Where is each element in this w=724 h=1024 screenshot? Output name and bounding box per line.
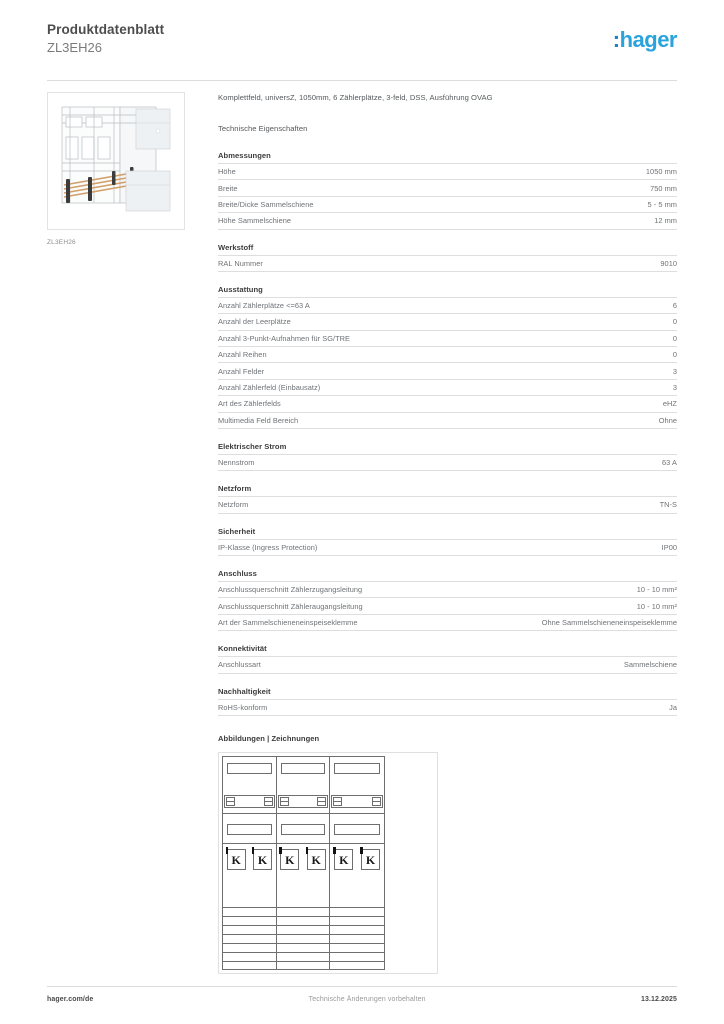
spec-group: [218, 569, 677, 631]
meter-row: [223, 849, 276, 871]
spec-label: Anzahl der Leerplätze: [218, 317, 291, 327]
cabinet-bottom-row-line: [277, 961, 330, 962]
cabinet-bottom-row-line: [277, 934, 330, 935]
spec-group: [218, 442, 677, 471]
meter-box: K: [253, 849, 272, 870]
cabinet-bottom-row-line: [330, 961, 384, 962]
spec-value: Sammelschiene: [623, 660, 677, 670]
cabinet-bottom-row-line: [330, 943, 384, 944]
spec-label: Breite/Dicke Sammelschiene: [218, 199, 314, 209]
terminal-nub: [264, 797, 273, 806]
cabinet-bottom-row-line: [277, 952, 330, 953]
product-image-column: [47, 92, 187, 246]
spec-row: [218, 362, 677, 378]
meter-box: K: [227, 849, 246, 870]
spec-row: [218, 412, 677, 429]
drawings-heading: Abbildungen | Zeichnungen: [218, 733, 320, 743]
cabinet-mid-slot: [334, 824, 380, 835]
spec-row: [218, 614, 677, 631]
cabinet-bottom-row-line: [330, 907, 384, 908]
meter-row: [277, 849, 330, 871]
spec-value: Ohne Sammelschieneneinspeiseklemme: [541, 617, 677, 627]
spec-value: 9010: [660, 258, 677, 268]
cabinet-bottom-row-line: [223, 916, 276, 917]
specifications-column: [218, 92, 677, 974]
cabinet-terminal-band: [331, 795, 383, 808]
spec-label: Anzahl 3-Punkt-Aufnahmen für SG/TRE: [218, 333, 351, 343]
cabinet-bottom-row-line: [330, 952, 384, 953]
cabinet-divider-line: [277, 843, 330, 844]
spec-label: Anzahl Zählerfeld (Einbausatz): [218, 382, 321, 392]
spec-value: 5 - 5 mm: [647, 199, 677, 209]
terminal-nub: [317, 797, 326, 806]
spec-row: [218, 539, 677, 556]
cabinet-top-slot: [281, 763, 326, 774]
spec-value: 3: [672, 366, 677, 376]
product-photo: [47, 92, 185, 230]
spec-group: [218, 151, 677, 230]
cabinet-top-slot: [334, 763, 380, 774]
logo-colon-icon: :: [612, 27, 620, 52]
cabinet-top-slot: [227, 763, 272, 774]
header-divider: [47, 80, 677, 81]
cabinet-terminal-band: [224, 795, 275, 808]
meter-box: K: [361, 849, 380, 870]
spec-group: [218, 644, 677, 673]
spec-group: [218, 484, 677, 513]
cabinet-divider-line: [330, 813, 384, 814]
cabinet-bottom-row-line: [277, 907, 330, 908]
spec-group-title: Sicherheit: [218, 526, 256, 536]
meter-row: [330, 849, 384, 871]
cabinet-terminal-band: [278, 795, 329, 808]
terminal-nub: [372, 797, 381, 806]
cabinet-bottom-row-line: [277, 925, 330, 926]
spec-value: 63 A: [662, 458, 677, 468]
spec-row: [218, 496, 677, 513]
cabinet-bottom-row-line: [277, 943, 330, 944]
spec-row: [218, 581, 677, 597]
spec-group-title: Nachhaltigkeit: [218, 686, 271, 696]
cabinet-divider-line: [330, 843, 384, 844]
hager-logo: [613, 28, 677, 52]
terminal-nub: [280, 797, 289, 806]
spec-row: [218, 454, 677, 471]
spec-group-title: Abmessungen: [218, 151, 271, 160]
spec-row: [218, 346, 677, 362]
spec-label: Anzahl Reihen: [218, 350, 267, 360]
spec-row: [218, 330, 677, 346]
page-title: Produktdatenblatt: [47, 22, 165, 37]
footer-website-link[interactable]: hager.com/de: [47, 996, 94, 1003]
spec-value: eHZ: [662, 399, 677, 409]
footer-date: 13.12.2025: [640, 996, 677, 1003]
spec-value: 0: [672, 350, 677, 360]
spec-groups: [218, 151, 677, 716]
spec-row: [218, 656, 677, 673]
meter-box: K: [334, 849, 353, 870]
cabinet-mid-slot: [227, 824, 272, 835]
spec-group-title: Elektrischer Strom: [218, 441, 287, 451]
spec-group: [218, 687, 677, 716]
spec-group: [218, 243, 677, 272]
spec-label: RoHS-konform: [218, 702, 268, 712]
technical-properties-heading: Technische Eigenschaften: [218, 124, 308, 133]
product-reference: ZL3EH26: [47, 40, 102, 55]
cabinet-bottom-row-line: [330, 925, 384, 926]
spec-value: 0: [672, 317, 677, 327]
spec-value: 10 - 10 mm²: [636, 585, 677, 595]
spec-value: 6: [672, 301, 677, 311]
page-footer: [47, 996, 677, 1003]
spec-group-title: Netzform: [218, 484, 252, 494]
spec-row: [218, 699, 677, 716]
page-header: [47, 22, 677, 74]
cabinet-column: [223, 757, 277, 969]
footer-disclaimer: Technische Änderungen vorbehalten: [308, 996, 426, 1003]
spec-group-title: Konnektivität: [218, 644, 267, 654]
spec-row: [218, 379, 677, 395]
cabinet-divider-line: [223, 813, 276, 814]
cabinet-bottom-row-line: [223, 925, 276, 926]
terminal-nub: [226, 797, 235, 806]
cabinet-bottom-row-line: [223, 934, 276, 935]
spec-row: [218, 212, 677, 229]
spec-row: [218, 196, 677, 212]
spec-group-title: Werkstoff: [218, 242, 254, 252]
spec-value: 12 mm: [654, 216, 677, 226]
meter-box: K: [280, 849, 299, 870]
spec-row: [218, 297, 677, 313]
cabinet-bottom-row-line: [330, 916, 384, 917]
spec-value: 1050 mm: [645, 167, 677, 177]
spec-value: Ja: [669, 702, 677, 712]
spec-label: Anschlussquerschnitt Zählerzugangsleitung: [218, 585, 363, 595]
spec-value: Ohne: [658, 415, 677, 425]
spec-row: [218, 163, 677, 179]
spec-label: Netzform: [218, 500, 249, 510]
cabinet-bottom-row-line: [223, 952, 276, 953]
cabinet-bottom-row-line: [223, 907, 276, 908]
terminal-nub: [333, 797, 342, 806]
spec-row: [218, 179, 677, 195]
cabinet-column: [277, 757, 331, 969]
cabinet-mid-slot: [281, 824, 326, 835]
cabinet-outline: [222, 756, 385, 970]
technical-drawing: [218, 752, 438, 974]
spec-row: [218, 395, 677, 411]
spec-label: Anzahl Zählerplätze <=63 A: [218, 301, 310, 311]
footer-divider: [47, 986, 677, 987]
cabinet-bottom-row-line: [277, 916, 330, 917]
spec-label: RAL Nummer: [218, 258, 263, 268]
spec-value: 10 - 10 mm²: [636, 601, 677, 611]
spec-value: IP00: [661, 542, 677, 552]
product-image-caption: ZL3EH26: [47, 239, 76, 246]
spec-label: Anschlussart: [218, 660, 261, 670]
logo-wordmark: hager: [619, 27, 677, 52]
spec-group-title: Anschluss: [218, 569, 257, 578]
meter-box: K: [307, 849, 326, 870]
spec-label: Nennstrom: [218, 458, 255, 468]
spec-group: [218, 285, 677, 429]
spec-label: Art der Sammelschieneneinspeiseklemme: [218, 617, 358, 627]
cabinet-bottom-row-line: [223, 943, 276, 944]
cabinet-divider-line: [277, 813, 330, 814]
spec-row: [218, 255, 677, 272]
spec-value: TN-S: [659, 500, 677, 510]
spec-value: 750 mm: [650, 183, 677, 193]
spec-value: 0: [672, 333, 677, 343]
spec-label: Multimedia Feld Bereich: [218, 415, 299, 425]
spec-label: Anzahl Felder: [218, 366, 265, 376]
product-photo-illustration: [48, 93, 184, 229]
cabinet-bottom-row-line: [223, 961, 276, 962]
spec-label: Höhe: [218, 167, 236, 177]
spec-label: Anschlussquerschnitt Zähleraugangsleitung: [218, 601, 363, 611]
cabinet-divider-line: [223, 843, 276, 844]
spec-row: [218, 597, 677, 613]
spec-group-title: Ausstattung: [218, 284, 263, 294]
cabinet-bottom-row-line: [330, 934, 384, 935]
cabinet-column: [330, 757, 384, 969]
product-description: Komplettfeld, universZ, 1050mm, 6 Zählerplätze, 3-feld, DSS, Ausführung OVAG: [218, 93, 493, 102]
spec-row: [218, 313, 677, 329]
spec-label: Höhe Sammelschiene: [218, 216, 292, 226]
spec-label: Art des Zählerfelds: [218, 399, 281, 409]
spec-group: [218, 527, 677, 556]
spec-value: 3: [672, 382, 677, 392]
spec-label: IP-Klasse (Ingress Protection): [218, 542, 318, 552]
spec-label: Breite: [218, 183, 238, 193]
